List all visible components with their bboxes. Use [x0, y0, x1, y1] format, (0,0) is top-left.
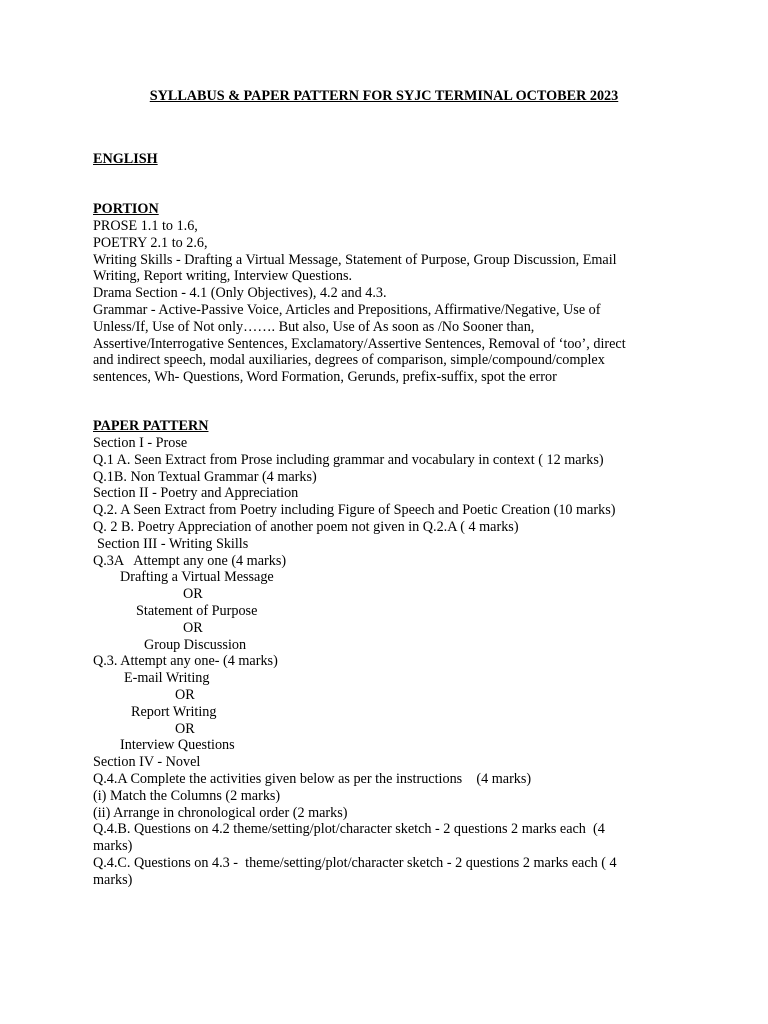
portion-list — [93, 218, 683, 386]
question-line: Q.4.C. Questions on 4.3 - theme/setting/plot/character sketch - 2 questions 2 marks each ( 4 — [93, 854, 617, 871]
or-separator: OR — [183, 586, 203, 603]
section-heading: Section II - Poetry and Appreciation — [93, 485, 299, 502]
portion-line: Drama Section - 4.1 (Only Objectives), 4.2 and 4.3. — [93, 285, 387, 302]
option-item: Interview Questions — [120, 737, 235, 754]
paper-pattern-heading: PAPER PATTERN — [93, 418, 209, 434]
or-separator: OR — [175, 686, 195, 703]
portion-line: POETRY 2.1 to 2.6, — [93, 234, 208, 251]
question-line: Q. 2 B. Poetry Appreciation of another poem not given in Q.2.A ( 4 marks) — [93, 518, 519, 535]
section-heading: Section I - Prose — [93, 435, 188, 451]
option-item: E-mail Writing — [124, 670, 210, 687]
subject-heading: ENGLISH — [93, 151, 158, 167]
question-line: Q.1B. Non Textual Grammar (4 marks) — [93, 468, 317, 485]
section-heading: Section IV - Novel — [93, 754, 201, 771]
portion-line: Writing, Report writing, Interview Questions. — [93, 268, 353, 285]
question-line: Q.1 A. Seen Extract from Prose including grammar and vocabulary in context ( 12 marks) — [93, 451, 604, 468]
paper-pattern-list — [93, 435, 683, 889]
question-line: Q.4.A Complete the activities given below as per the instructions (4 marks) — [93, 770, 532, 787]
question-line: marks) — [93, 838, 133, 855]
question-line: (i) Match the Columns (2 marks) — [93, 787, 281, 804]
question-line: Q.3A Attempt any one (4 marks) — [93, 552, 287, 569]
portion-line: Unless/If, Use of Not only……. But also, Use of As soon as /No Sooner than, — [93, 318, 535, 335]
section-heading: Section III - Writing Skills — [97, 535, 249, 552]
portion-line: sentences, Wh- Questions, Word Formation, Gerunds, prefix-suffix, spot the error — [93, 369, 557, 386]
option-item: Drafting a Virtual Message — [120, 569, 274, 586]
question-line: Q.4.B. Questions on 4.2 theme/setting/plot/character sketch - 2 questions 2 marks each (4 — [93, 821, 605, 838]
option-item: Statement of Purpose — [136, 602, 258, 619]
question-line: (ii) Arrange in chronological order (2 marks) — [93, 804, 348, 821]
or-separator: OR — [183, 619, 203, 636]
portion-line: Grammar - Active-Passive Voice, Articles and Prepositions, Affirmative/Negative, Use of — [93, 301, 601, 318]
question-line: Q.3. Attempt any one- (4 marks) — [93, 653, 278, 670]
option-item: Group Discussion — [144, 636, 247, 653]
portion-line: Writing Skills - Drafting a Virtual Message, Statement of Purpose, Group Discussion, Email — [93, 251, 617, 268]
option-item: Report Writing — [131, 703, 217, 720]
portion-line: and indirect speech, modal auxiliaries, degrees of comparison, simple/compound/complex — [93, 352, 605, 369]
portion-line: Assertive/Interrogative Sentences, Exclamatory/Assertive Sentences, Removal of ‘too’, direct — [93, 335, 626, 352]
question-line: marks) — [93, 871, 133, 888]
question-line: Q.2. A Seen Extract from Poetry including Figure of Speech and Poetic Creation (10 marks) — [93, 502, 616, 519]
portion-line: PROSE 1.1 to 1.6, — [93, 218, 198, 234]
document-title: SYLLABUS & PAPER PATTERN FOR SYJC TERMINAL OCTOBER 2023 — [149, 88, 619, 104]
or-separator: OR — [175, 720, 195, 737]
portion-heading: PORTION — [93, 201, 159, 217]
